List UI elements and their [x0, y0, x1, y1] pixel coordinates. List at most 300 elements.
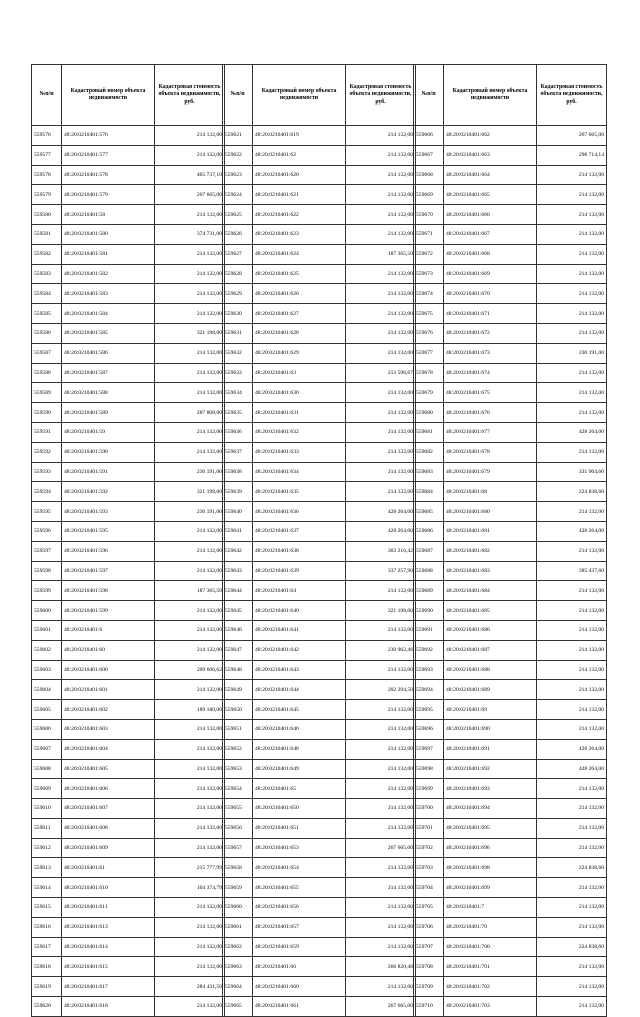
row-number: 559675: [414, 304, 444, 324]
row-number: 559620: [32, 997, 62, 1017]
table-row: [223, 264, 416, 284]
cadastral-value: 214 132,00: [346, 719, 416, 739]
cadastral-number: 48:20:0210401:611: [62, 898, 155, 918]
cadastral-value: 428 264,00: [346, 521, 416, 541]
row-number: 559683: [414, 462, 444, 482]
table-row: [32, 799, 225, 819]
cadastral-value: 214 132,00: [346, 779, 416, 799]
cadastral-number: 48:20:0210401:584: [62, 304, 155, 324]
table-row: [414, 185, 607, 205]
cadastral-number: 48:20:0210401:625: [253, 264, 346, 284]
cadastral-number: 48:20:0210401:591: [62, 462, 155, 482]
table-row: [32, 264, 225, 284]
cadastral-number: 48:20:0210401:673: [444, 343, 537, 363]
cadastral-value: 214 132,00: [155, 719, 225, 739]
table-row: [223, 719, 416, 739]
cadastral-number: 48:20:0210401:687: [444, 640, 537, 660]
cadastral-value: 214 132,00: [155, 205, 225, 225]
table-row: [32, 224, 225, 244]
row-number: 559631: [223, 323, 253, 343]
table-row: [32, 640, 225, 660]
table-row: [414, 126, 607, 146]
row-number: 559634: [223, 383, 253, 403]
cadastral-value: 230 191,00: [155, 502, 225, 522]
cadastral-number: 48:20:0210401:578: [62, 165, 155, 185]
cadastral-number: 48:20:0210401:674: [444, 363, 537, 383]
cadastral-number: 48:20:0210401:666: [444, 205, 537, 225]
cadastral-value: 214 132,00: [346, 878, 416, 898]
row-number: 559660: [223, 898, 253, 918]
cadastral-number: 48:20:0210401:595: [62, 521, 155, 541]
cadastral-value: 214 132,00: [155, 383, 225, 403]
cadastral-number: 48:20:0210401:577: [62, 145, 155, 165]
row-number: 559653: [223, 759, 253, 779]
table-row: [223, 601, 416, 621]
table-row: [414, 858, 607, 878]
cadastral-value: 303 216,42: [346, 541, 416, 561]
cadastral-number: 48:20:0210401:6: [62, 620, 155, 640]
row-number: 559587: [32, 343, 62, 363]
cadastral-number: 48:20:0210401:639: [253, 561, 346, 581]
row-number: 559697: [414, 739, 444, 759]
cadastral-number: 48:20:0210401:694: [444, 799, 537, 819]
table-row: [414, 759, 607, 779]
table-row: [414, 660, 607, 680]
row-number: 559598: [32, 561, 62, 581]
cadastral-value: 214 132,00: [537, 917, 607, 937]
table-row: [223, 284, 416, 304]
cadastral-number: 48:20:0210401:634: [253, 462, 346, 482]
cadastral-value: 214 132,00: [155, 284, 225, 304]
table-row: [414, 363, 607, 383]
table-row: [223, 640, 416, 660]
row-number: 559674: [414, 284, 444, 304]
cadastral-number: 48:20:0210401:698: [444, 858, 537, 878]
table-row: [414, 838, 607, 858]
row-number: 559673: [414, 264, 444, 284]
cadastral-number: 48:20:0210401:587: [62, 363, 155, 383]
table-row: [223, 304, 416, 324]
cadastral-value: 224 838,60: [537, 482, 607, 502]
cadastral-number: 48:20:0210401:656: [253, 898, 346, 918]
table-row: [223, 739, 416, 759]
table-row: [414, 719, 607, 739]
row-number: 559619: [32, 977, 62, 997]
row-number: 559637: [223, 442, 253, 462]
table-row: [32, 145, 225, 165]
table-row: [223, 422, 416, 442]
table-row: [223, 126, 416, 146]
cadastral-value: 214 132,00: [537, 977, 607, 997]
cadastral-value: 214 132,00: [537, 719, 607, 739]
row-number: 559611: [32, 818, 62, 838]
table-row: [223, 957, 416, 977]
row-number: 559687: [414, 541, 444, 561]
cadastral-value: 214 132,00: [346, 145, 416, 165]
cadastral-number: 48:20:0210401:588: [62, 383, 155, 403]
header-value: Кадастровая стоимость объекта недвижимости, руб.: [346, 65, 416, 126]
cadastral-number: 48:20:0210401:600: [62, 660, 155, 680]
table-row: [223, 799, 416, 819]
cadastral-value: 214 132,00: [346, 323, 416, 343]
cadastral-value: 385 437,60: [537, 561, 607, 581]
table-row: [223, 818, 416, 838]
row-number: 559692: [414, 640, 444, 660]
row-number: 559578: [32, 165, 62, 185]
table-row: [223, 323, 416, 343]
cadastral-number: 48:20:0210401:601: [62, 680, 155, 700]
table-header-row: [414, 65, 607, 126]
row-number: 559659: [223, 878, 253, 898]
cadastral-value: 214 132,00: [346, 165, 416, 185]
table-row: [32, 383, 225, 403]
cadastral-number: 48:20:0210401:680: [444, 502, 537, 522]
row-number: 559701: [414, 818, 444, 838]
row-number: 559684: [414, 482, 444, 502]
row-number: 559630: [223, 304, 253, 324]
cadastral-number: 48:20:0210401:618: [62, 997, 155, 1017]
cadastral-value: 214 132,00: [537, 205, 607, 225]
cadastral-value: 214 132,00: [346, 343, 416, 363]
table-row: [223, 977, 416, 997]
cadastral-value: 214 132,00: [346, 937, 416, 957]
table-row: [414, 779, 607, 799]
cadastral-number: 48:20:0210401:677: [444, 422, 537, 442]
table-row: [414, 482, 607, 502]
cadastral-value: 187 365,50: [346, 244, 416, 264]
cadastral-value: 214 132,00: [155, 620, 225, 640]
row-number: 559635: [223, 403, 253, 423]
cadastral-number: 48:20:0210401:703: [444, 997, 537, 1017]
row-number: 559668: [414, 165, 444, 185]
cadastral-number: 48:20:0210401:629: [253, 343, 346, 363]
table-row: [414, 640, 607, 660]
cadastral-value: 230 962,46: [346, 640, 416, 660]
row-number: 559664: [223, 977, 253, 997]
row-number: 559707: [414, 937, 444, 957]
cadastral-value: 267 665,00: [155, 185, 225, 205]
cadastral-number: 48:20:0210401:683: [444, 561, 537, 581]
row-number: 559609: [32, 779, 62, 799]
header-value: Кадастровая стоимость объекта недвижимости, руб.: [537, 65, 607, 126]
cadastral-value: 214 132,00: [346, 284, 416, 304]
row-number: 559694: [414, 680, 444, 700]
cadastral-value: 104 374,79: [155, 878, 225, 898]
cadastral-value: 224 838,60: [537, 858, 607, 878]
row-number: 559710: [414, 997, 444, 1017]
cadastral-number: 48:20:0210401:661: [253, 997, 346, 1017]
cadastral-value: 428 264,00: [346, 502, 416, 522]
table-row: [414, 581, 607, 601]
header-cadastral: Кадастровый номер объекта недвижимости: [62, 65, 155, 126]
cadastral-value: 214 132,00: [346, 581, 416, 601]
cadastral-value: 214 132,00: [346, 482, 416, 502]
row-number: 559666: [414, 126, 444, 146]
table-row: [32, 838, 225, 858]
table-row: [223, 383, 416, 403]
row-number: 559658: [223, 858, 253, 878]
table-row: [32, 165, 225, 185]
cadastral-number: 48:20:0210401:599: [62, 601, 155, 621]
row-number: 559680: [414, 403, 444, 423]
cadastral-value: 214 132,00: [155, 601, 225, 621]
cadastral-value: 214 132,00: [346, 442, 416, 462]
cadastral-value: 266 820,48: [346, 957, 416, 977]
cadastral-value: 214 132,00: [346, 818, 416, 838]
cadastral-value: 428 264,00: [537, 521, 607, 541]
header-num: №п/п: [223, 65, 253, 126]
row-number: 559665: [223, 997, 253, 1017]
cadastral-number: 48:20:0210401:660: [253, 977, 346, 997]
table-row: [223, 858, 416, 878]
row-number: 559590: [32, 403, 62, 423]
cadastral-value: 284 431,50: [155, 977, 225, 997]
table-row: [223, 759, 416, 779]
table-row: [223, 145, 416, 165]
cadastral-value: 374 731,00: [155, 224, 225, 244]
cadastral-number: 48:20:0210401:648: [253, 739, 346, 759]
row-number: 559589: [32, 383, 62, 403]
cadastral-number: 48:20:0210401:596: [62, 541, 155, 561]
row-number: 559602: [32, 640, 62, 660]
cadastral-number: 48:20:0210401:598: [62, 581, 155, 601]
cadastral-value: 214 132,00: [537, 818, 607, 838]
row-number: 559622: [223, 145, 253, 165]
table-row: [223, 997, 416, 1017]
table-row: [223, 620, 416, 640]
cadastral-number: 48:20:0210401:701: [444, 957, 537, 977]
cadastral-value: 428 264,00: [537, 759, 607, 779]
cadastral-value: 214 132,00: [155, 422, 225, 442]
cadastral-value: 214 132,00: [346, 403, 416, 423]
cadastral-number: 48:20:0210401:676: [444, 403, 537, 423]
cadastral-number: 48:20:0210401:68: [444, 482, 537, 502]
cadastral-number: 48:20:0210401:624: [253, 244, 346, 264]
row-number: 559596: [32, 521, 62, 541]
table-row: [223, 482, 416, 502]
table-row: [223, 165, 416, 185]
row-number: 559686: [414, 521, 444, 541]
cadastral-value: 214 132,00: [346, 977, 416, 997]
row-number: 559616: [32, 917, 62, 937]
cadastral-number: 48:20:0210401:672: [444, 323, 537, 343]
cadastral-number: 48:20:0210401:576: [62, 126, 155, 146]
cadastral-number: 48:20:0210401:626: [253, 284, 346, 304]
cadastral-number: 48:20:0210401:60: [62, 640, 155, 660]
cadastral-number: 48:20:0210401:617: [62, 977, 155, 997]
row-number: 559639: [223, 482, 253, 502]
table-row: [414, 304, 607, 324]
row-number: 559608: [32, 759, 62, 779]
cadastral-value: 230 191,00: [537, 343, 607, 363]
cadastral-value: 214 132,00: [346, 383, 416, 403]
table-row: [414, 521, 607, 541]
cadastral-value: 337 257,90: [346, 561, 416, 581]
cadastral-number: 48:20:0210401:699: [444, 878, 537, 898]
cadastral-number: 48:20:0210401:657: [253, 917, 346, 937]
table-header-row: [223, 65, 416, 126]
row-number: 559704: [414, 878, 444, 898]
cadastral-number: 48:20:0210401:686: [444, 620, 537, 640]
header-num: №п/п: [414, 65, 444, 126]
row-number: 559594: [32, 482, 62, 502]
cadastral-number: 48:20:0210401:649: [253, 759, 346, 779]
row-number: 559577: [32, 145, 62, 165]
row-number: 559595: [32, 502, 62, 522]
table-row: [32, 403, 225, 423]
row-number: 559662: [223, 937, 253, 957]
row-number: 559689: [414, 581, 444, 601]
cadastral-number: 48:20:0210401:579: [62, 185, 155, 205]
cadastral-number: 48:20:0210401:615: [62, 957, 155, 977]
row-number: 559607: [32, 739, 62, 759]
cadastral-number: 48:20:0210401:646: [253, 719, 346, 739]
row-number: 559617: [32, 937, 62, 957]
cadastral-number: 48:20:0210401:633: [253, 442, 346, 462]
cadastral-number: 48:20:0210401:604: [62, 739, 155, 759]
cadastral-number: 48:20:0210401:693: [444, 779, 537, 799]
cadastral-value: 214 132,00: [155, 244, 225, 264]
table-row: [223, 581, 416, 601]
cadastral-value: 214 132,00: [155, 363, 225, 383]
cadastral-number: 48:20:0210401:695: [444, 818, 537, 838]
cadastral-value: 214 132,00: [155, 304, 225, 324]
table-row: [414, 264, 607, 284]
cadastral-number: 48:20:0210401:635: [253, 482, 346, 502]
table-row: [32, 818, 225, 838]
cadastral-value: 214 132,00: [537, 264, 607, 284]
row-number: 559663: [223, 957, 253, 977]
cadastral-value: 214 132,00: [346, 185, 416, 205]
cadastral-value: 214 132,00: [537, 680, 607, 700]
cadastral-number: 48:20:0210401:668: [444, 244, 537, 264]
table-row: [32, 660, 225, 680]
row-number: 559633: [223, 363, 253, 383]
row-number: 559614: [32, 878, 62, 898]
cadastral-value: 214 132,00: [537, 323, 607, 343]
table-row: [32, 462, 225, 482]
cadastral-value: 189 180,00: [155, 700, 225, 720]
row-number: 559657: [223, 838, 253, 858]
header-cadastral: Кадастровый номер объекта недвижимости: [253, 65, 346, 126]
cadastral-number: 48:20:0210401:702: [444, 977, 537, 997]
cadastral-value: 214 132,00: [346, 224, 416, 244]
cadastral-number: 48:20:0210401:62: [253, 145, 346, 165]
cadastral-value: 214 132,00: [537, 898, 607, 918]
row-number: 559652: [223, 739, 253, 759]
cadastral-value: 214 132,00: [346, 799, 416, 819]
cadastral-number: 48:20:0210401:581: [62, 244, 155, 264]
row-number: 559642: [223, 541, 253, 561]
row-number: 559600: [32, 601, 62, 621]
cadastral-number: 48:20:0210401:631: [253, 403, 346, 423]
table-row: [223, 660, 416, 680]
cadastral-number: 48:20:0210401:667: [444, 224, 537, 244]
cadastral-number: 48:20:0210401:63: [253, 363, 346, 383]
table-row: [414, 561, 607, 581]
table-row: [414, 799, 607, 819]
cadastral-number: 48:20:0210401:654: [253, 858, 346, 878]
cadastral-value: 214 132,00: [346, 462, 416, 482]
table-row: [223, 917, 416, 937]
table-row: [223, 898, 416, 918]
cadastral-value: 214 132,00: [155, 640, 225, 660]
row-number: 559698: [414, 759, 444, 779]
cadastral-number: 48:20:0210401:613: [62, 917, 155, 937]
row-number: 559576: [32, 126, 62, 146]
cadastral-number: 48:20:0210401:65: [253, 779, 346, 799]
row-number: 559688: [414, 561, 444, 581]
row-number: 559632: [223, 343, 253, 363]
table-row: [32, 244, 225, 264]
cadastral-number: 48:20:0210401:655: [253, 878, 346, 898]
table-row: [223, 838, 416, 858]
row-number: 559643: [223, 561, 253, 581]
cadastral-number: 48:20:0210401:700: [444, 937, 537, 957]
table-row: [223, 403, 416, 423]
table-row: [414, 284, 607, 304]
cadastral-number: 48:20:0210401:691: [444, 739, 537, 759]
cadastral-value: 214 132,00: [537, 957, 607, 977]
cadastral-number: 48:20:0210401:681: [444, 521, 537, 541]
table-row: [414, 700, 607, 720]
row-number: 559646: [223, 620, 253, 640]
cadastral-number: 48:20:0210401:628: [253, 323, 346, 343]
cadastral-number: 48:20:0210401:682: [444, 541, 537, 561]
row-number: 559580: [32, 205, 62, 225]
row-number: 559670: [414, 205, 444, 225]
table-row: [32, 205, 225, 225]
table-row: [414, 165, 607, 185]
row-number: 559654: [223, 779, 253, 799]
table-row: [32, 957, 225, 977]
cadastral-number: 48:20:0210401:662: [444, 126, 537, 146]
row-number: 559592: [32, 442, 62, 462]
cadastral-value: 214 132,00: [155, 264, 225, 284]
cadastral-value: 213 596,67: [346, 363, 416, 383]
cadastral-number: 48:20:0210401:642: [253, 640, 346, 660]
table-row: [414, 601, 607, 621]
table-row: [414, 680, 607, 700]
row-number: 559601: [32, 620, 62, 640]
row-number: 559629: [223, 284, 253, 304]
table-row: [414, 977, 607, 997]
cadastral-value: 298 714,14: [537, 145, 607, 165]
table-row: [414, 997, 607, 1017]
table-row: [223, 185, 416, 205]
cadastral-value: 321 198,00: [155, 482, 225, 502]
row-number: 559591: [32, 422, 62, 442]
table-row: [414, 541, 607, 561]
row-number: 559586: [32, 323, 62, 343]
cadastral-number: 48:20:0210401:665: [444, 185, 537, 205]
cadastral-value: 214 132,00: [537, 660, 607, 680]
cadastral-table-3: [413, 64, 607, 1017]
row-number: 559645: [223, 601, 253, 621]
cadastral-number: 48:20:0210401:597: [62, 561, 155, 581]
cadastral-value: 214 132,00: [346, 126, 416, 146]
cadastral-value: 214 132,00: [537, 502, 607, 522]
row-number: 559678: [414, 363, 444, 383]
row-number: 559650: [223, 700, 253, 720]
table-row: [223, 442, 416, 462]
row-number: 559691: [414, 620, 444, 640]
row-number: 559624: [223, 185, 253, 205]
cadastral-value: 215 777,99: [155, 858, 225, 878]
cadastral-value: 214 132,00: [346, 620, 416, 640]
table-row: [414, 145, 607, 165]
cadastral-value: 214 132,00: [155, 937, 225, 957]
